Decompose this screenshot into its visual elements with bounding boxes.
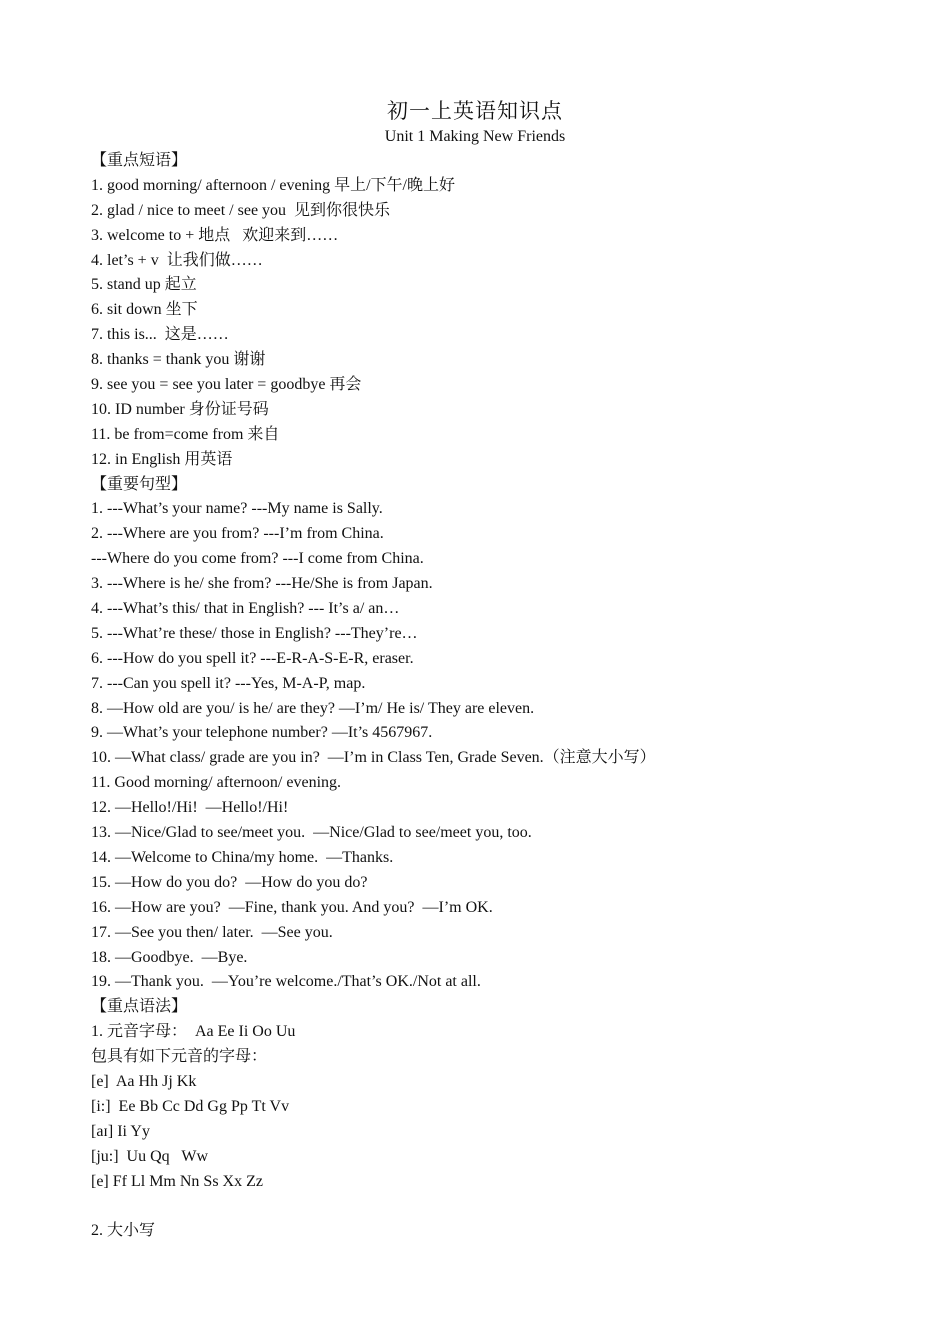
grammar-subheading: 2. 大小写 <box>91 1222 156 1240</box>
grammar-item: [aɪ] Ii Yy <box>91 1122 150 1140</box>
sentence-item: 13. —Nice/Glad to see/meet you. —Nice/Glad to see/meet you, too. <box>91 824 532 842</box>
sentence-item: 2. ---Where are you from? ---I’m from China. <box>91 525 384 543</box>
sentence-item: 8. —How old are you/ is he/ are they? —I’m/ He is/ They are eleven. <box>91 699 535 717</box>
section-heading-phrases: 【重点短语】 <box>91 152 188 169</box>
phrase-item: 5. stand up 起立 <box>91 276 197 294</box>
blank-line <box>91 1194 911 1219</box>
grammar-item: 包具有如下元音的字母： <box>91 1048 268 1066</box>
phrase-item: 3. welcome to + 地点 欢迎来到…… <box>91 226 339 244</box>
section-heading-grammar: 【重点语法】 <box>91 998 188 1016</box>
grammar-item: [ju:] Uu Qq Ww <box>91 1147 209 1165</box>
sentence-item: 4. ---What’s this/ that in English? --- It’s a/ an… <box>91 600 400 618</box>
grammar-item: [i:] Ee Bb Cc Dd Gg Pp Tt Vv <box>91 1097 290 1115</box>
grammar-item: 1. 元音字母： Aa Ee Ii Oo Uu <box>91 1023 296 1041</box>
phrase-item: 8. thanks = thank you 谢谢 <box>91 351 266 369</box>
phrase-item: 6. sit down 坐下 <box>91 301 198 319</box>
sentence-item: 10. —What class/ grade are you in? —I’m in Class Ten, Grade Seven.（注意大小写） <box>91 749 656 767</box>
sentence-item: 6. ---How do you spell it? ---E-R-A-S-E-R, eraser. <box>91 649 414 667</box>
sentence-item: 1. ---What’s your name? ---My name is Sally. <box>91 500 383 518</box>
sentence-item: 15. —How do you do? —How do you do? <box>91 873 368 891</box>
phrase-item: 1. good morning/ afternoon / evening 早上/下午/晚上好 <box>91 176 455 194</box>
document-subtitle: Unit 1 Making New Friends <box>384 128 566 145</box>
phrase-item: 9. see you = see you later = goodbye 再会 <box>91 376 362 394</box>
phrase-item: 7. this is... 这是…… <box>91 326 229 344</box>
sentence-item: 19. —Thank you. —You’re welcome./That’s OK./Not at all. <box>91 973 481 991</box>
sentence-item: 18. —Goodbye. —Bye. <box>91 948 248 966</box>
phrase-item: 4. let’s + v 让我们做…… <box>91 251 263 269</box>
grammar-item: [e] Ff Ll Mm Nn Ss Xx Zz <box>91 1172 263 1190</box>
phrase-item: 12. in English 用英语 <box>91 450 233 468</box>
section-heading-sentences: 【重要句型】 <box>91 475 188 493</box>
phrase-item: 10. ID number 身份证号码 <box>91 400 269 418</box>
sentence-item: 16. —How are you? —Fine, thank you. And you? —I’m OK. <box>91 898 493 916</box>
sentence-item: 7. ---Can you spell it? ---Yes, M-A-P, map. <box>91 674 366 692</box>
sentence-item: 17. —See you then/ later. —See you. <box>91 923 333 941</box>
sentence-item: 11. Good morning/ afternoon/ evening. <box>91 774 342 792</box>
sentence-item: 12. —Hello!/Hi! —Hello!/Hi! <box>91 799 289 817</box>
sentence-item: 14. —Welcome to China/my home. —Thanks. <box>91 848 394 866</box>
document-body <box>91 149 911 1244</box>
sentence-item: 9. —What’s your telephone number? —It’s 4567967. <box>91 724 433 742</box>
grammar-item: [e] Aa Hh Jj Kk <box>91 1072 197 1090</box>
sentence-item: 3. ---Where is he/ she from? ---He/She is from Japan. <box>91 575 433 593</box>
sentence-item: ---Where do you come from? ---I come from China. <box>91 550 424 568</box>
phrase-item: 2. glad / nice to meet / see you 见到你很快乐 <box>91 201 391 219</box>
phrase-item: 11. be from=come from 来自 <box>91 425 280 443</box>
sentence-item: 5. ---What’re these/ those in English? ---They’re… <box>91 624 418 642</box>
document-title: 初一上英语知识点 <box>387 99 563 123</box>
